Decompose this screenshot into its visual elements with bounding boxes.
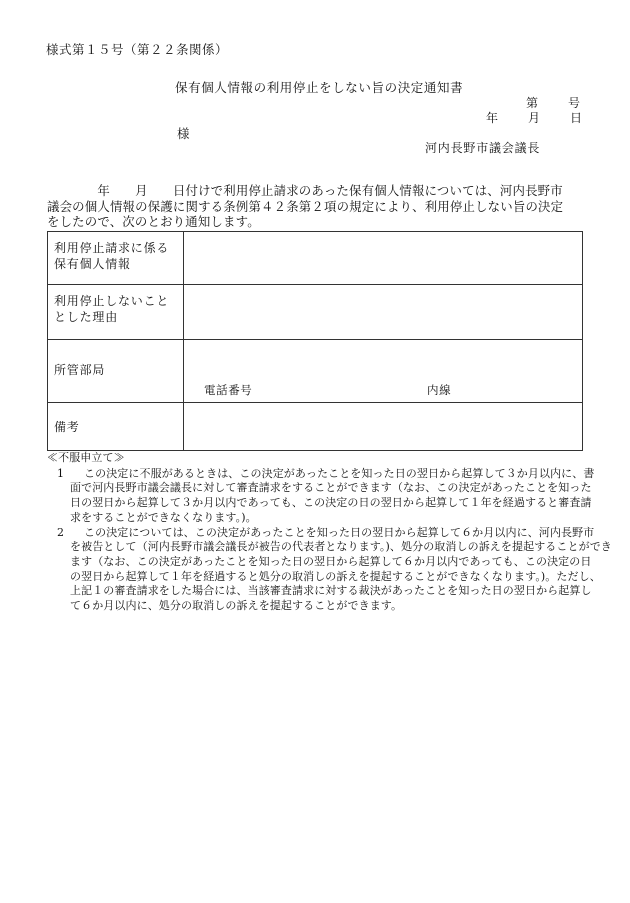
addressee: 様 — [177, 126, 190, 141]
item-line: この決定に不服があるときは、この決定があったことを知った日の翌日から起算して３か月以内に、書 — [84, 466, 595, 480]
table-row — [48, 285, 583, 340]
phone-label: 電話番号 — [204, 383, 253, 397]
number-dai: 第 — [526, 96, 539, 110]
date-month: 月 — [528, 111, 541, 125]
item-line: の翌日から起算して１年を経過すると処分の取消しの訴えを提起することができなくなります。)。ただし、 — [70, 569, 601, 583]
body-line: 年 月 日付けで利用停止請求のあった保有個人情報については、河内長野市 — [47, 183, 563, 198]
body-line: 議会の個人情報の保護に関する条例第４２条第２項の規定により、利用停止しない旨の決定 — [47, 198, 564, 214]
body-line: をしたので、次のとおり通知します。 — [47, 214, 260, 230]
value-cell[interactable] — [184, 403, 583, 451]
label-line: とした理由 — [54, 310, 119, 324]
table-row — [48, 232, 583, 285]
item-line: 上記１の審査請求をした場合には、当該審査請求に対する裁決があったことを知った日の翌日から起算し — [70, 584, 592, 598]
extension-label: 内線 — [427, 383, 452, 397]
label-line: 利用停止しないこと — [54, 294, 170, 308]
row-label — [48, 403, 184, 451]
number-go: 号 — [568, 96, 581, 110]
row-label — [48, 232, 184, 285]
table-row — [48, 340, 583, 403]
document-title: 保有個人情報の利用停止をしない旨の決定通知書 — [175, 80, 464, 95]
item-line: この決定については、この決定があったことを知った日の翌日から起算して６か月以内に、河内長野市 — [84, 525, 595, 539]
item-line: を被告として（河内長野市議会議長が被告の代表者となります。)、処分の取消しの訴えを提起することができ — [70, 540, 612, 554]
date-line — [486, 109, 582, 126]
value-cell[interactable] — [184, 232, 583, 285]
label-line: 所管部局 — [54, 363, 106, 377]
item-line: 求をすることができなくなります。)。 — [70, 510, 257, 524]
label-line: 利用停止請求に係る — [54, 241, 170, 255]
item-line: ます（なお、この決定があったことを知った日の翌日から起算して６か月以内であっても、この決定の日 — [70, 554, 592, 568]
issuer: 河内長野市議会議長 — [425, 141, 541, 155]
form-number: 様式第１５号（第２２条関係） — [46, 42, 229, 57]
table-row — [48, 403, 583, 451]
item-line: 日の翌日から起算して３か月以内であっても、この決定の日の翌日から起算して１年を経過すると審査請 — [70, 496, 592, 510]
value-cell[interactable] — [184, 285, 583, 340]
item-line: 面で河内長野市議会議長に対して審査請求をすることができます（なお、この決定があったことを知った — [70, 481, 592, 495]
label-line: 保有個人情報 — [54, 257, 131, 271]
date-year: 年 — [486, 111, 499, 125]
objection-item-2 — [47, 525, 612, 614]
details-table — [47, 231, 583, 451]
objection-item-1 — [47, 466, 595, 526]
row-label — [48, 340, 184, 403]
item-number: 1 — [57, 466, 65, 480]
body-paragraph — [47, 183, 587, 230]
objection-heading: ≪不服申立て≫ — [47, 451, 125, 464]
objection-section — [47, 451, 612, 614]
item-number: 2 — [57, 525, 65, 539]
label-line: 備考 — [54, 420, 80, 434]
row-label — [48, 285, 184, 340]
date-day: 日 — [570, 111, 583, 125]
item-line: て６か月以内に、処分の取消しの訴えを提起することができます。 — [70, 599, 403, 613]
value-cell[interactable] — [184, 340, 583, 403]
